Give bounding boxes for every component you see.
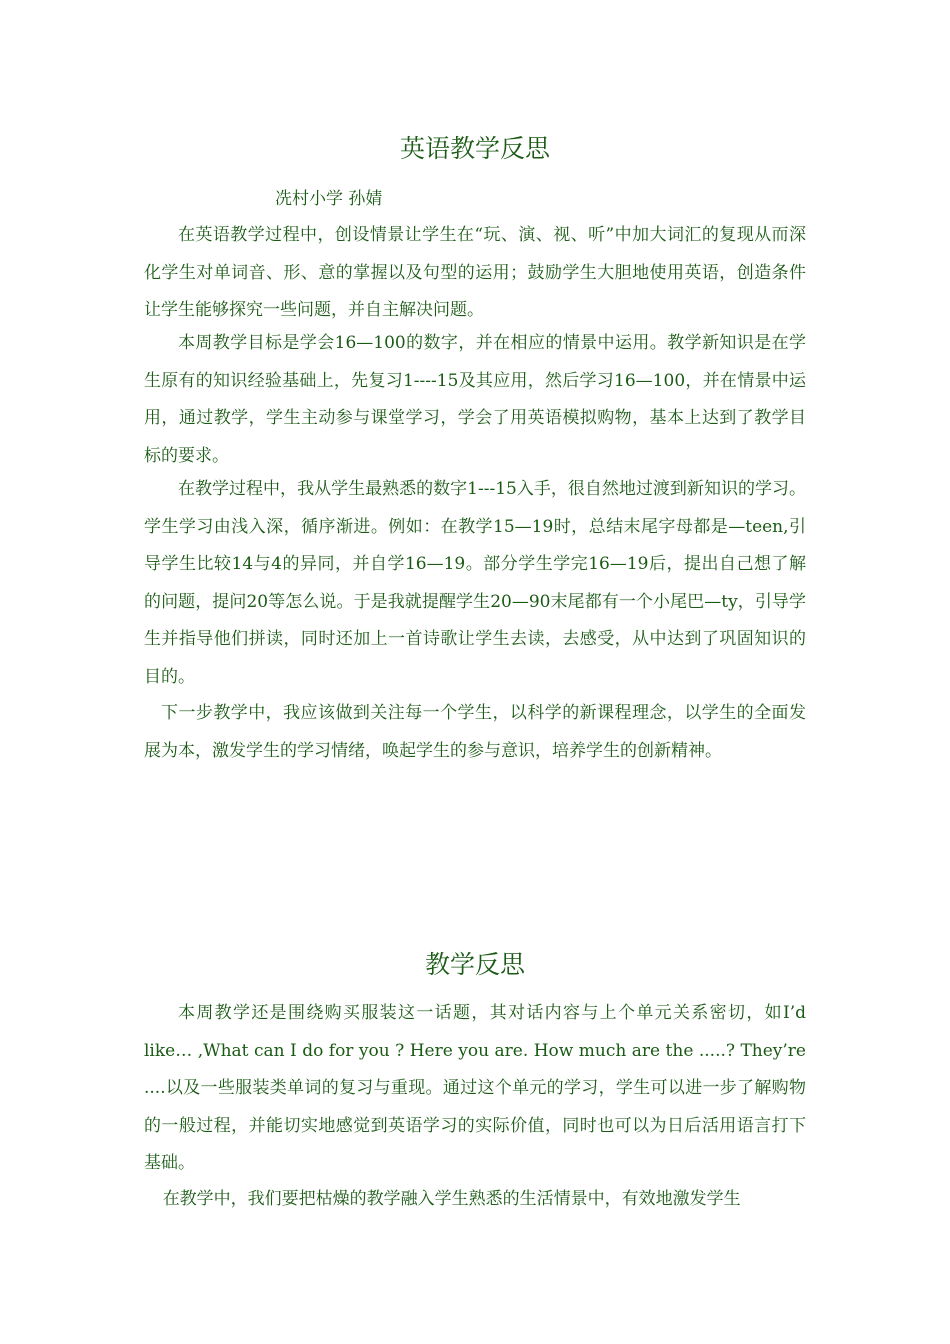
author-line: 冼村小学 孙婧 [275,189,383,209]
section1-paragraph-4: 下一步教学中，我应该做到关注每一个学生，以科学的新课程理念，以学生的全面发展为本，激发学生的学习情绪，唤起学生的参与意识，培养学生的创新精神。 [144,703,806,761]
section1-paragraph-2: 本周教学目标是学会16—100的数字，并在相应的情景中运用。教学新知识是在学生原有的知识经验基础上，先复习1----15及其应用，然后学习16—100，并在情景中运用，通过教学，学生主动参与课堂学习，学会了用英语模拟购物，基本上达到了教学目标的要求。 [144,333,806,466]
section2-paragraph-1: 本周教学还是围绕购买服装这一话题，其对话内容与上个单元关系密切，如I’d like… ,What can I do for you ? Here you are. How much are the .....? They’re ....以及一些服装类单词的复习与重现。通过这个单元的学习，学生可以进一步了解购物的一般过程，并能切实地感觉到英语学习的实际价值，同时也可以为日后活用语言打下基础。 [144,1003,806,1173]
section2-paragraph-2: 在教学中，我们要把枯燥的教学融入学生熟悉的生活情景中，有效地激发学生 [162,1189,741,1209]
section1-paragraph-3: 在教学过程中，我从学生最熟悉的数字1---15入手，很自然地过渡到新知识的学习。学生学习由浅入深，循序渐进。例如：在教学15—19时，总结末尾字母都是—teen,引导学生比较14与4的异同，并自学16—19。部分学生学完16—19后，提出自己想了解的问题，提问20等怎么说。于是我就提醒学生20—90末尾都有一个小尾巴—ty，引导学生并指导他们拼读，同时还加上一首诗歌让学生去读，去感受，从中达到了巩固知识的目的。 [144,479,806,687]
section1-title: 英语教学反思 [399,134,550,163]
section2-title: 教学反思 [424,950,525,979]
section1-paragraph-1: 在英语教学过程中，创设情景让学生在“玩、演、视、听”中加大词汇的复现从而深化学生对单词音、形、意的掌握以及句型的运用；鼓励学生大胆地使用英语，创造条件让学生能够探究一些问题，并自主解决问题。 [144,225,806,320]
